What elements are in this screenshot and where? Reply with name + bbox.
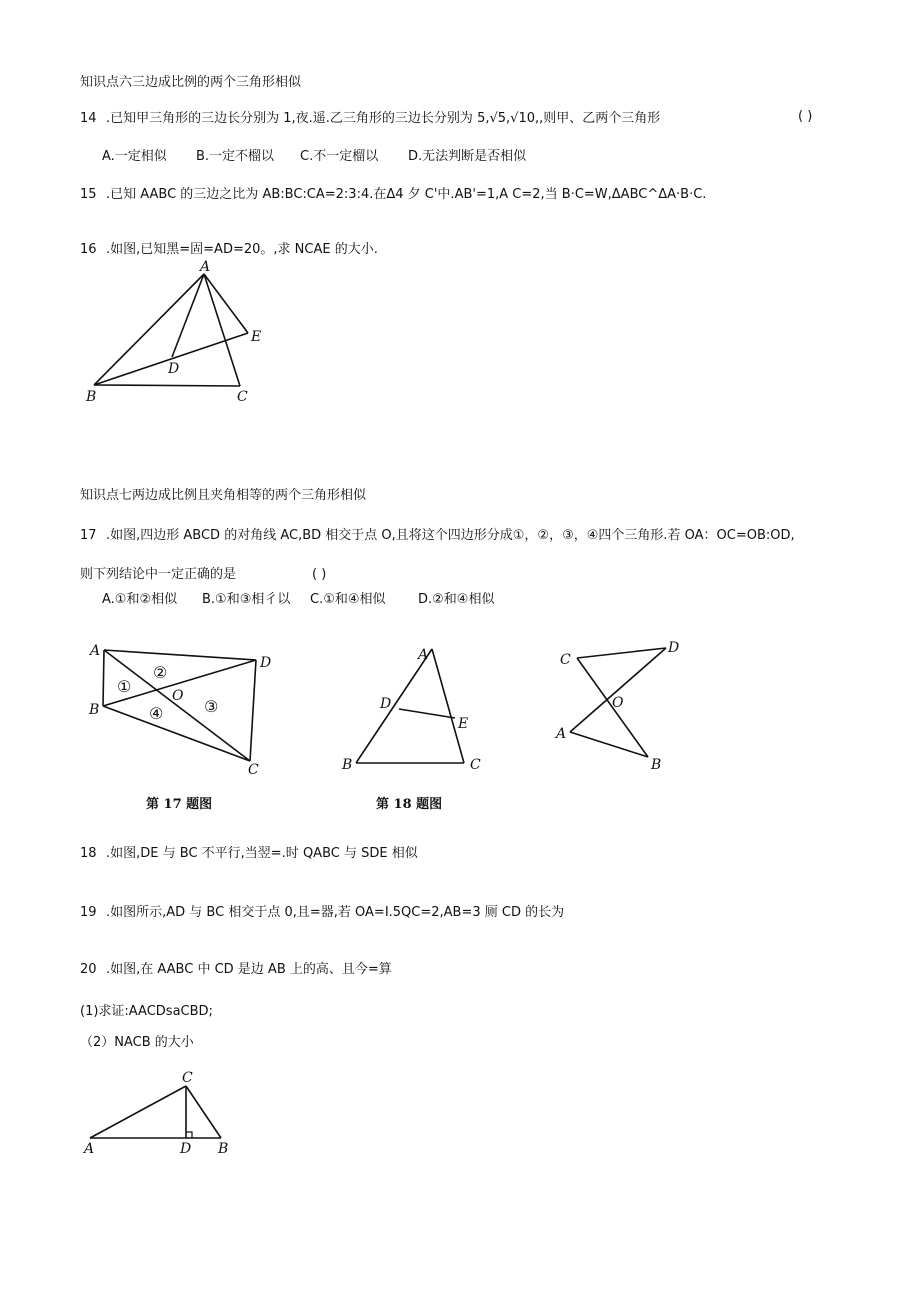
question-17-answer-paren: ( ) (312, 567, 327, 582)
question-16-text: .如图,已知黑=固=AD=20。,求 NCAE 的大小. (106, 242, 378, 257)
fig16-label-b: B (86, 389, 97, 405)
fig20-segment-cb (186, 1086, 221, 1138)
fig20-segment-ac (90, 1086, 186, 1138)
question-20-text: .如图,在 AABC 中 CD 是边 AB 上的高、且今=算 (106, 962, 392, 977)
fig18-label-a: A (418, 647, 429, 663)
fig17-region-1: ① (117, 677, 132, 696)
fig20-label-d: D (180, 1141, 192, 1157)
question-19-number: 19 (80, 905, 97, 920)
question-15-number: 15 (80, 187, 97, 202)
question-17-text2: 则下列结论中一定正确的是 (80, 567, 237, 582)
fig18-label-e: E (458, 716, 469, 732)
fig20-label-c: C (182, 1070, 193, 1086)
fig20-right-angle-mark (186, 1132, 192, 1138)
fig16-label-a: A (200, 259, 211, 275)
fig17-label-d: D (260, 655, 272, 671)
fig19-label-a: A (556, 726, 567, 742)
fig16-label-d: D (168, 361, 180, 377)
q14-option-d: D.无法判断是否相似 (408, 149, 527, 164)
question-17-text: .如图,四边形 ABCD 的对角线 AC,BD 相交于点 O,且将这个四边形分成①，②，③，④四个三角形.若 OA：OC=OB:OD, (106, 528, 795, 543)
question-18-text: .如图,DE 与 BC 不平行,当翌=.时 QABC 与 SDE 相似 (106, 846, 418, 861)
fig20-label-a: A (84, 1141, 95, 1157)
question-20-part-2: （2）NACB 的大小 (80, 1035, 194, 1050)
question-16-number: 16 (80, 242, 97, 257)
section7-heading: 知识点七两边成比例且夹角相等的两个三角形相似 (80, 488, 367, 503)
question-15-text: .已知 AABC 的三边之比为 AB:BC:CA=2:3:4.在Δ4 夕 C'中.AB'=1,A C=2,当 B·C=W,ΔABC^ΔA·B·C. (106, 187, 707, 202)
fig20-label-b: B (218, 1141, 229, 1157)
fig17-region-2: ② (153, 663, 168, 682)
fig16-label-e: E (251, 329, 262, 345)
fig18-label-c: C (470, 757, 481, 773)
q17-option-c: C.①和④相似 (310, 592, 386, 607)
q14-option-a: A.一定相似 (102, 149, 167, 164)
fig16-label-c: C (237, 389, 248, 405)
question-14-text: .已知甲三角形的三边长分别为 1,夜.遥.乙三角形的三边长分别为 5,√5,√10,,则甲、乙两个三角形 (106, 111, 661, 126)
fig19-label-c: C (560, 652, 571, 668)
question-14-number: 14 (80, 111, 97, 126)
question-17-number: 17 (80, 528, 97, 543)
fig17-label-c: C (248, 762, 259, 778)
q17-option-d: D.②和④相似 (418, 592, 495, 607)
fig18-label-d: D (380, 696, 392, 712)
fig19-label-b: B (651, 757, 662, 773)
q14-option-b: B.一定不榴以 (196, 149, 275, 164)
fig17-label-o: O (172, 688, 184, 704)
fig17-label-b: B (89, 702, 100, 718)
fig18-label-b: B (342, 757, 353, 773)
question-20-part-1: (1)求证:AACDsaCBD; (80, 1004, 213, 1019)
fig17-region-3: ③ (204, 697, 219, 716)
q14-option-c: C.不一定榴以 (300, 149, 379, 164)
fig17-region-4: ④ (149, 704, 164, 723)
fig19-label-d: D (668, 640, 680, 656)
fig19-label-o: O (612, 695, 624, 711)
fig18-caption: 第 18 题图 (376, 797, 443, 812)
section6-heading: 知识点六三边成比例的两个三角形相似 (80, 75, 302, 90)
question-20-number: 20 (80, 962, 97, 977)
question-14-answer-paren: ( ) (798, 109, 813, 124)
q17-option-a: A.①和②相似 (102, 592, 178, 607)
question-18-number: 18 (80, 846, 97, 861)
fig17-caption: 第 17 题图 (146, 797, 213, 812)
question-19-text: .如图所示,AD 与 BC 相交于点 0,且=器,若 OA=I.5QC=2,AB=3 厕 CD 的长为 (106, 905, 565, 920)
q17-option-b: B.①和③相彳以 (202, 592, 291, 607)
fig17-label-a: A (90, 643, 101, 659)
